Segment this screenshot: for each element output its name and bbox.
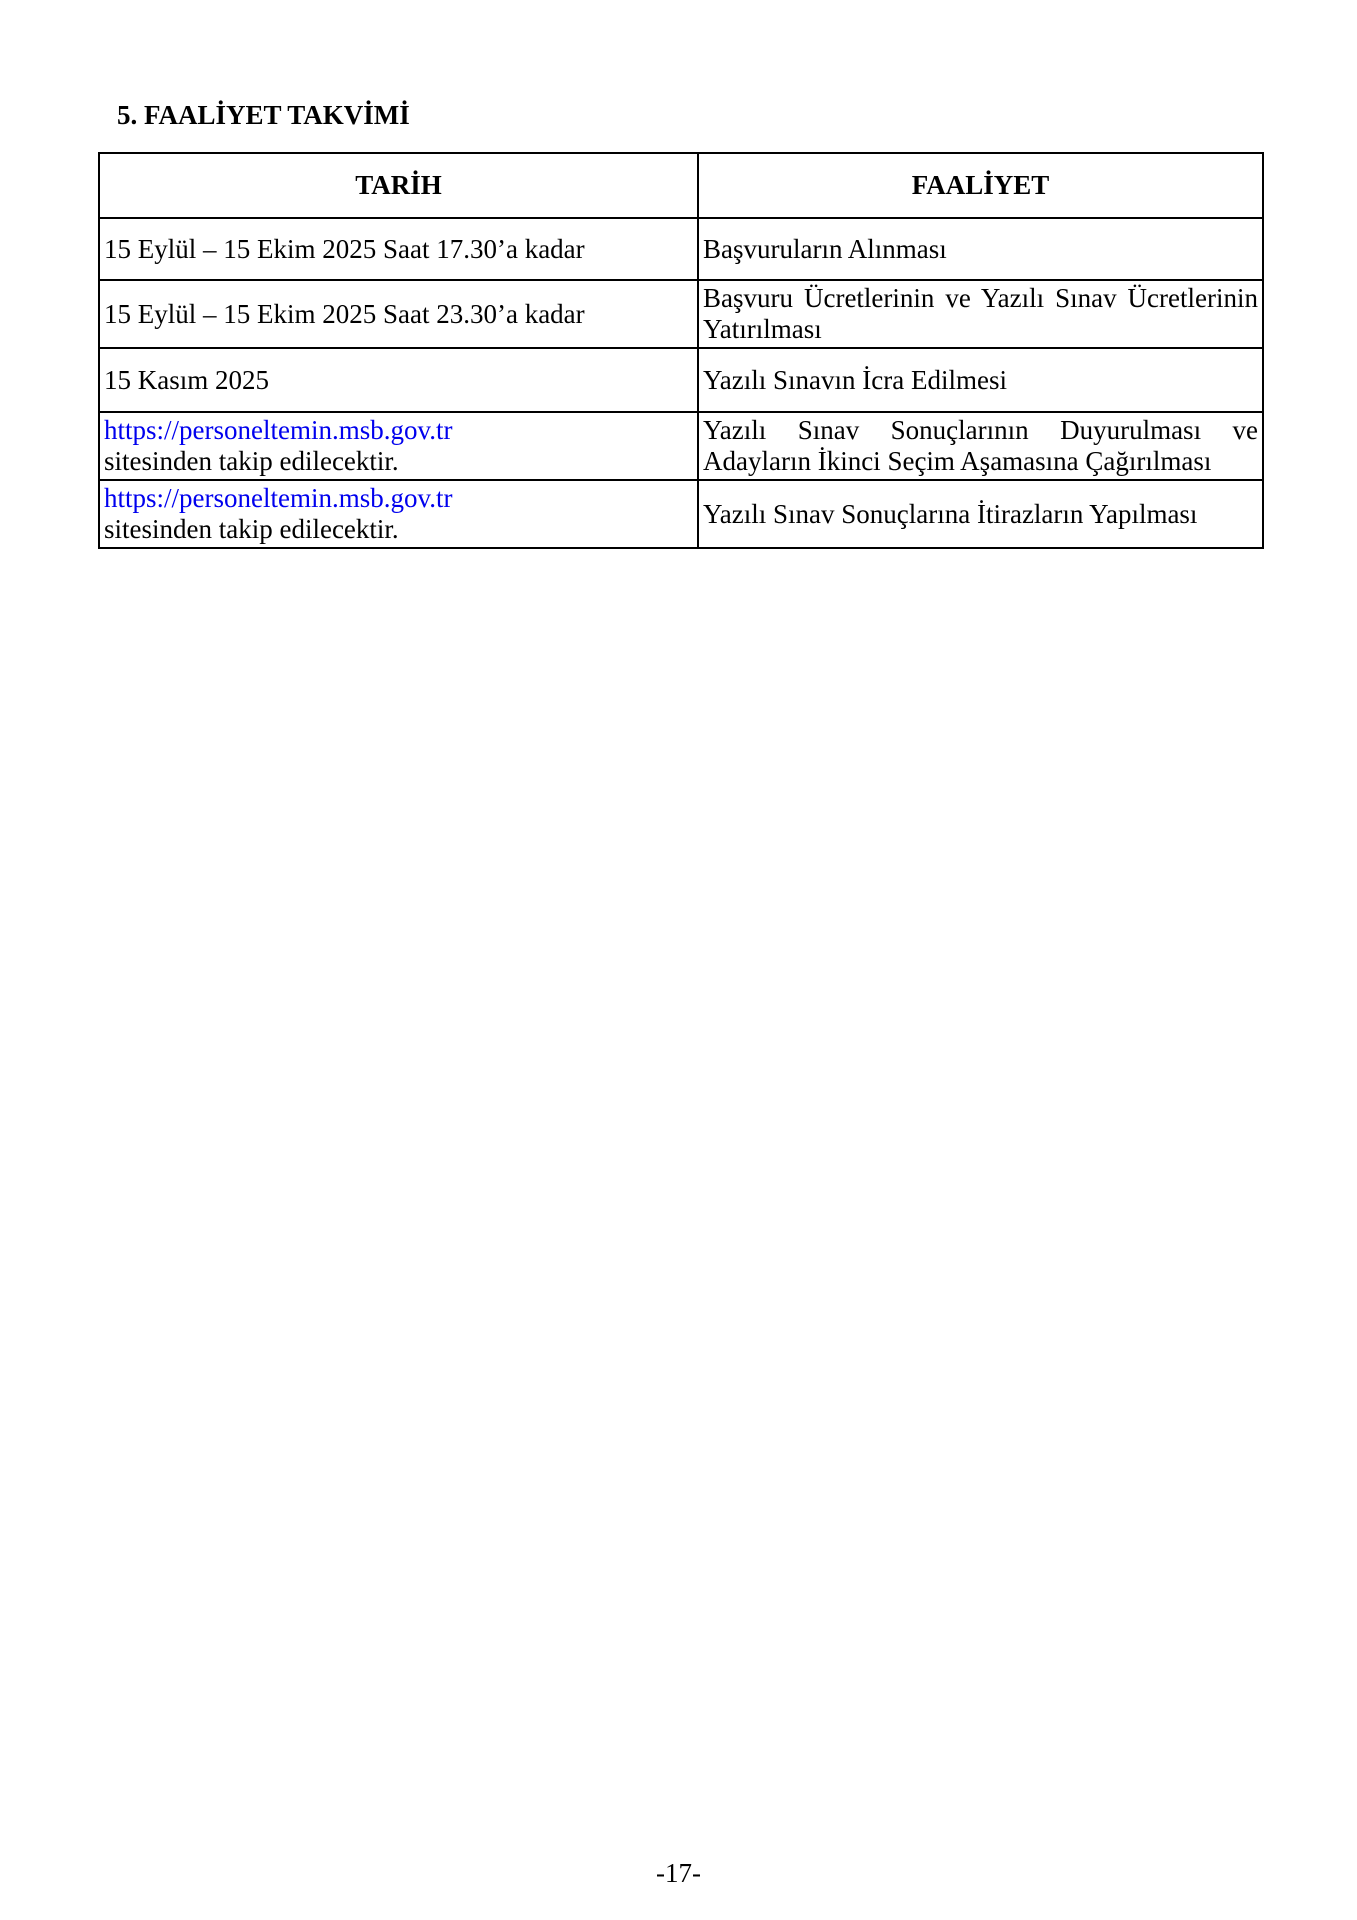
page-title: 5. FAALİYET TAKVİMİ — [117, 100, 410, 130]
date-cell — [99, 480, 698, 548]
date-cell — [99, 412, 698, 480]
date-cell: 15 Kasım 2025 — [99, 348, 698, 412]
page-number: -17- — [656, 1858, 701, 1888]
table-row — [99, 348, 1263, 412]
table-row — [99, 218, 1263, 280]
date-note: sitesinden takip edilecektir. — [104, 514, 399, 544]
activity-cell: Başvuruların Alınması — [698, 218, 1263, 280]
personeltemin-link[interactable]: https://personeltemin.msb.gov.tr — [104, 415, 453, 445]
date-cell: 15 Eylül – 15 Ekim 2025 Saat 23.30’a kadar — [99, 280, 698, 348]
activity-cell: Yazılı Sınav Sonuçlarına İtirazların Yapılması — [698, 480, 1263, 548]
personeltemin-link[interactable]: https://personeltemin.msb.gov.tr — [104, 483, 453, 513]
column-header-faaliyet: FAALİYET — [698, 153, 1263, 218]
table-row — [99, 480, 1263, 548]
activity-cell: Yazılı Sınavın İcra Edilmesi — [698, 348, 1263, 412]
column-header-tarih: TARİH — [99, 153, 698, 218]
table-header-row — [99, 153, 1263, 218]
activity-schedule-table — [98, 152, 1264, 549]
table-row — [99, 280, 1263, 348]
activity-cell: Yazılı Sınav Sonuçlarının Duyurulması ve Adayların İkinci Seçim Aşamasına Çağırılması — [698, 412, 1263, 480]
activity-cell: Başvuru Ücretlerinin ve Yazılı Sınav Ücretlerinin Yatırılması — [698, 280, 1263, 348]
date-cell: 15 Eylül – 15 Ekim 2025 Saat 17.30’a kadar — [99, 218, 698, 280]
date-note: sitesinden takip edilecektir. — [104, 446, 399, 476]
table-row — [99, 412, 1263, 480]
